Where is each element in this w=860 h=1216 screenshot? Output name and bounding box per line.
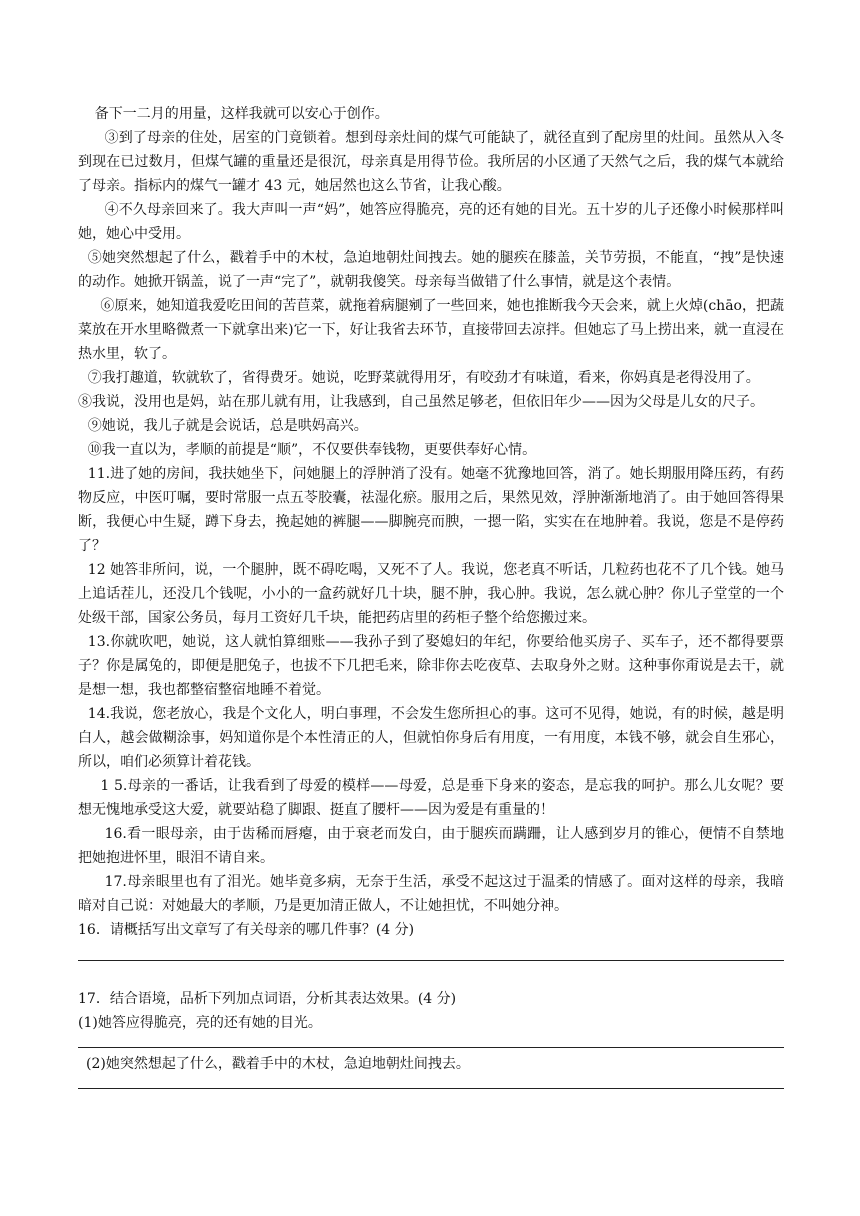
paragraph-14: 14.我说，您老放心，我是个文化人，明白事理，不会发生您所担心的事。这可不见得，她说，有的时候，越是明白人，越会做糊涂事，妈知道你是个本性清正的人，但就怕你身后有用度，一有用度，本钱不够，就会自生邪心，所以，咱们必须算计着花钱。 <box>78 706 784 770</box>
paragraph-7: ⑦我打趣道，软就软了，省得费牙。她说，吃野菜就得用牙，有咬劲才有味道，看来，你妈真是老得没用了。 <box>87 370 760 386</box>
paragraph-12: 12 她答非所问，说，一个腿肿，既不碍吃喝，又死不了人。我说，您老真不听话，几粒药也花不了几个钱。她马上追话茬儿，还没几个钱呢，小小的一盒药就好几十块，腿不肿，我心肿。我说，怎么就心肿？你儿子堂堂的一个处级干部，国家公务员，每月工资好几千块，能把药店里的药柜子整个给您搬过来。 <box>78 562 784 626</box>
paragraph-continued: 备下一二月的用量，这样我就可以安心于创作。 <box>94 106 389 122</box>
paragraph-13: 13.你就吹吧，她说，这人就怕算细账——我孙子到了娶媳妇的年纪，你要给他买房子、买车子，还不都得要票子？你是属兔的，即便是肥兔子，也拔不下几把毛来，除非你去吃夜草、去取身外之财。这种事你甭说是去干，就是想一想，我也都整宿整宿地睡不着觉。 <box>78 634 784 698</box>
paragraph-16: 16.看一眼母亲，由于齿稀而唇瘪，由于衰老而发白，由于腿疾而蹒跚，让人感到岁月的锥心，便情不自禁地把她抱进怀里，眼泪不请自来。 <box>78 826 784 866</box>
exam-page <box>78 102 784 1093</box>
paragraph-5: ⑤她突然想起了什么，戳着手中的木杖，急迫地朝灶间拽去。她的腿疾在膝盖，关节劳损，不能直，“拽”是快速的动作。她掀开锅盖，说了一声“完了”，就朝我傻笑。母亲每当做错了什么事情，就是这个表情。 <box>78 250 784 290</box>
paragraph-9: ⑨她说，我儿子就是会说话，总是哄妈高兴。 <box>87 418 368 434</box>
paragraph-4: ④不久母亲回来了。我大声叫一声“妈”，她答应得脆亮，亮的还有她的目光。五十岁的儿子还像小时候那样叫她，她心中受用。 <box>78 202 784 242</box>
paragraph-11: 11.进了她的房间，我扶她坐下，问她腿上的浮肿消了没有。她毫不犹豫地回答，消了。她长期服用降压药，有药物反应，中医叮嘱，要时常服一点五苓胶囊，祛湿化瘀。服用之后，果然见效，浮肿渐渐地消了。由于她回答得果断，我便心中生疑，蹲下身去，挽起她的裤腿——脚腕亮而腴，一摁一陷，实实在在地肿着。我说，您是不是停药了？ <box>78 466 784 554</box>
paragraph-10: ⑩我一直以为，孝顺的前提是“顺”，不仅要供奉钱物，更要供奉好心情。 <box>87 442 537 458</box>
question-17-1: (1)她答应得脆亮，亮的还有她的目光。 <box>78 1015 322 1031</box>
paragraph-17: 17.母亲眼里也有了泪光。她毕竟多病，无奈于生活，承受不起这过于温柔的情感了。面对这样的母亲，我暗暗对自己说：对她最大的孝顺，乃是更加清正做人，不让她担忧，不叫她分神。 <box>78 874 784 914</box>
paragraph-3: ③到了母亲的住处，居室的门竟锁着。想到母亲灶间的煤气可能缺了，就径直到了配房里的灶间。虽然从入冬到现在已过数月，但煤气罐的重量还是很沉，母亲真是用得节俭。我所居的小区通了天然气之后，我的煤气本就给了母亲。指标内的煤气一罐才 43 元，她居然也这么节省，让我心酸。 <box>78 130 784 194</box>
question-17-2: (2)她突然想起了什么，戳着手中的木杖，急迫地朝灶间拽去。 <box>86 1056 470 1072</box>
answer-line-17-2[interactable] <box>78 1076 784 1089</box>
answer-line-17-1[interactable] <box>78 1035 784 1048</box>
paragraph-15: 1 5.母亲的一番话，让我看到了母爱的模样——母爱，总是垂下身来的姿态，是忘我的呵护。那么儿女呢？要想无愧地承受这大爱，就要站稳了脚跟、挺直了腰杆——因为爱是有重量的！ <box>78 778 784 818</box>
question-17: 17．结合语境，品析下列加点词语，分析其表达效果。(4 分) <box>78 991 457 1007</box>
answer-line-16[interactable] <box>78 942 784 961</box>
paragraph-8: ⑧我说，没用也是妈，站在那儿就有用，让我感到，自己虽然足够老，但依旧年少——因为父母是儿女的尺子。 <box>78 394 764 410</box>
paragraph-6: ⑥原来，她知道我爱吃田间的苦苣菜，就拖着病腿剜了一些回来，她也推断我今天会来，就上火焯(chāo，把蔬菜放在开水里略微煮一下就拿出来)它一下，好让我省去环节，直接带回去凉拌。但她忘了马上捞出来，就一直浸在热水里，软了。 <box>78 298 784 362</box>
question-16: 16．请概括写出文章写了有关母亲的哪几件事？(4 分) <box>78 922 415 938</box>
